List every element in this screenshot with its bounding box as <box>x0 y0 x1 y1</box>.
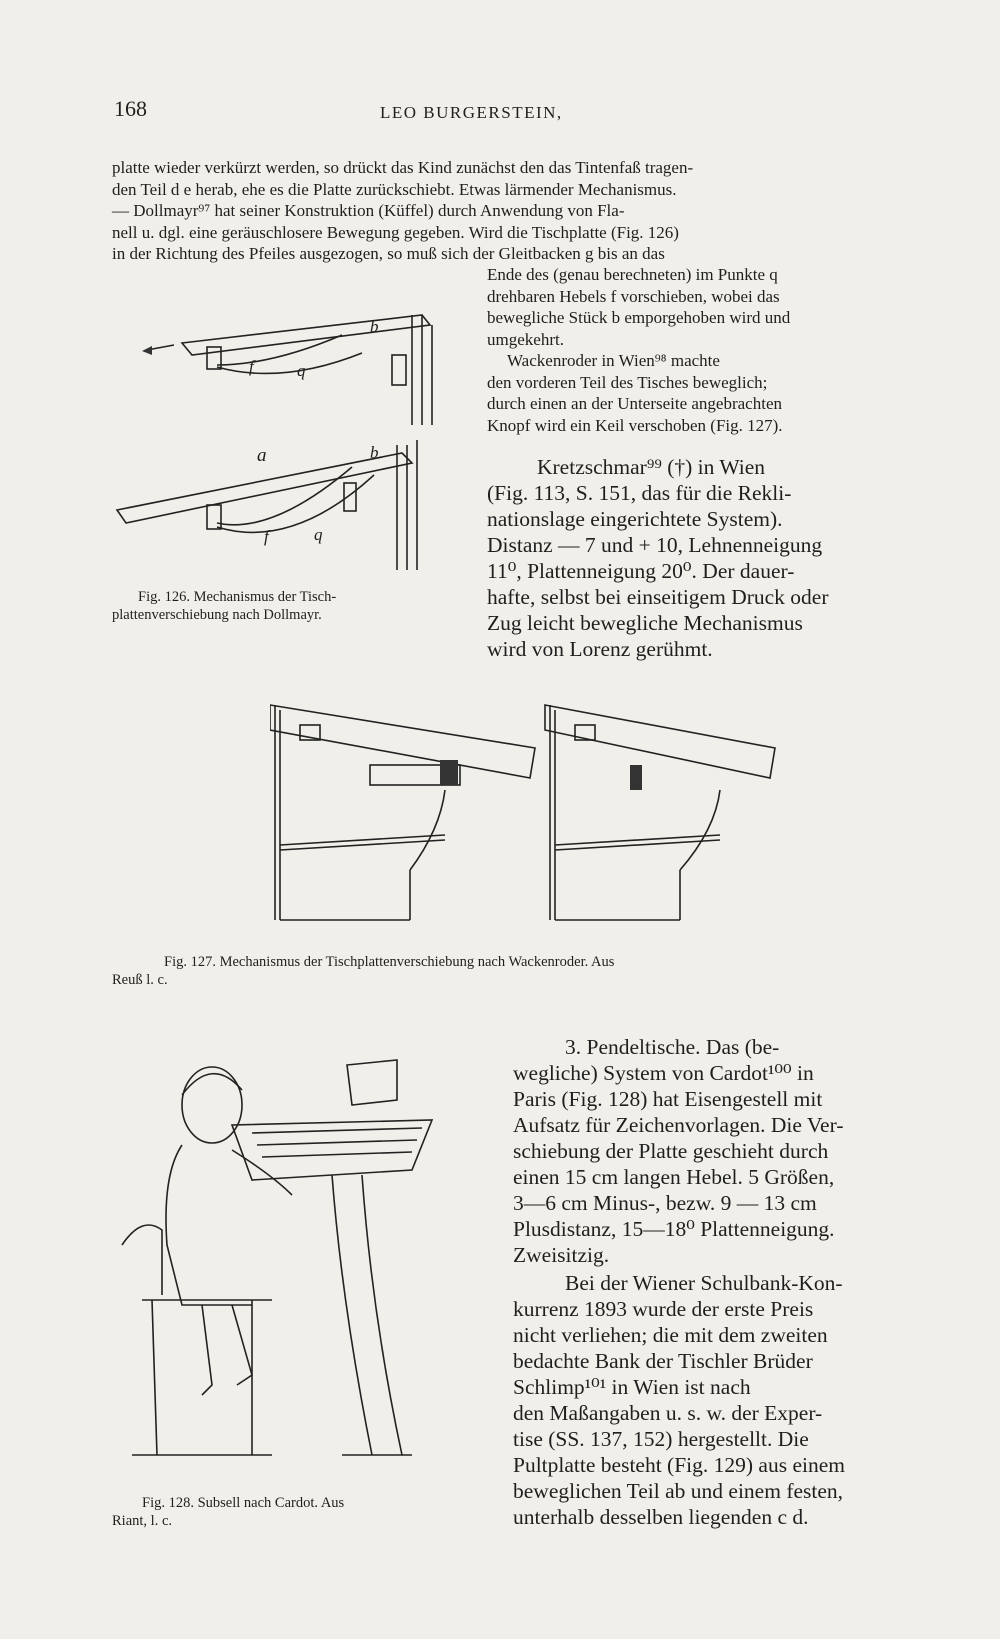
text-line: bewegliche Stück b emporgehoben wird und <box>487 308 791 327</box>
text-line: Paris (Fig. 128) hat Eisengestell mit <box>513 1087 823 1111</box>
text-line: Schlimp¹⁰¹ in Wien ist nach <box>513 1375 751 1399</box>
paragraph-schulbank <box>513 1270 893 1530</box>
label-q: q <box>314 525 323 544</box>
figure-126-caption <box>112 588 442 624</box>
label-b: b <box>370 443 379 462</box>
caption-line: Fig. 127. Mechanismus der Tischplattenverschiebung nach Wackenroder. Aus <box>164 954 615 970</box>
text-line: den vorderen Teil des Tisches beweglich; <box>487 372 768 392</box>
text-line: Bei der Wiener Schulbank-Kon- <box>565 1271 843 1295</box>
figure-126 <box>112 305 437 573</box>
text-line: Plusdistanz, 15—18⁰ Plattenneigung. <box>513 1217 835 1241</box>
label-f: f <box>249 357 254 376</box>
text-line: (Fig. 113, S. 151, das für die Rekli- <box>487 481 792 505</box>
paragraph-dollmayr <box>112 157 889 265</box>
text-line: Aufsatz für Zeichenvorlagen. Die Ver- <box>513 1113 844 1137</box>
text-line: nicht verliehen; die mit dem zweiten <box>513 1323 828 1347</box>
figure-127-caption <box>112 953 892 989</box>
text-line: beweglichen Teil ab und einem festen, <box>513 1479 844 1503</box>
label-q: q <box>297 361 306 380</box>
figure-126-drawing <box>112 305 437 573</box>
caption-line: plattenverschiebung nach Dollmayr. <box>112 607 322 623</box>
text-line: den Maßangaben u. s. w. der Exper- <box>513 1401 823 1425</box>
text-line: wird von Lorenz gerühmt. <box>487 637 713 661</box>
text-line: 11⁰, Plattenneigung 20⁰. Der dauer- <box>487 559 795 583</box>
text-line: drehbaren Hebels f vorschieben, wobei das <box>487 286 780 306</box>
label-f: f <box>264 527 269 546</box>
text-line: nell u. dgl. eine geräuschlosere Bewegung gegeben. Wird die Tischplatte (Fig. 126) <box>112 222 679 242</box>
text-line: Kretzschmar⁹⁹ (†) in Wien <box>537 455 766 479</box>
figure-128 <box>112 1055 452 1485</box>
text-line: Distanz — 7 und + 10, Lehnenneigung <box>487 533 823 557</box>
text-line: Pultplatte besteht (Fig. 129) aus einem <box>513 1453 846 1477</box>
text-line: durch einen an der Unterseite angebrachten <box>487 394 782 413</box>
caption-line: Reuß l. c. <box>112 972 168 988</box>
page-number: 168 <box>114 96 147 121</box>
text-line: — Dollmayr⁹⁷ hat seiner Konstruktion (Küffel) durch Anwendung von Fla- <box>112 201 625 220</box>
caption-line: Fig. 126. Mechanismus der Tisch- <box>138 589 337 605</box>
text-line: schiebung der Platte geschieht durch <box>513 1139 829 1163</box>
text-line: tise (SS. 137, 152) hergestellt. Die <box>513 1427 809 1451</box>
text-line: einen 15 cm langen Hebel. 5 Größen, <box>513 1165 835 1189</box>
paragraph-dollmayr-continued <box>487 264 890 350</box>
running-title: LEO BURGERSTEIN, <box>380 103 563 122</box>
figure-128-drawing <box>112 1055 452 1485</box>
paragraph-pendeltische <box>513 1034 893 1268</box>
text-line: 3—6 cm Minus-, bezw. 9 — 13 cm <box>513 1191 817 1215</box>
text-line: unterhalb desselben liegenden c d. <box>513 1505 809 1529</box>
text-line: bedachte Bank der Tischler Brüder <box>513 1349 813 1373</box>
text-line: Knopf wird ein Keil verschoben (Fig. 127). <box>487 415 783 435</box>
text-line: in der Richtung des Pfeiles ausgezogen, so muß sich der Gleitbacken g bis an das <box>112 244 665 263</box>
figure-127 <box>270 700 790 940</box>
text-line: hafte, selbst bei einseitigem Druck oder <box>487 585 829 609</box>
text-line: kurrenz 1893 wurde der erste Preis <box>513 1297 814 1321</box>
text-line: wegliche) System von Cardot¹⁰⁰ in <box>513 1061 814 1085</box>
text-line: 3. Pendeltische. Das (be- <box>565 1035 780 1059</box>
paragraph-kretzschmar <box>487 454 890 662</box>
label-a: a <box>257 445 267 466</box>
text-line: nationslage eingerichtete System). <box>487 507 783 531</box>
text-line: Zug leicht bewegliche Mechanismus <box>487 611 803 635</box>
label-b: b <box>370 317 379 336</box>
caption-line: Fig. 128. Subsell nach Cardot. Aus <box>142 1495 345 1511</box>
text-line: Ende des (genau berechneten) im Punkte q <box>487 265 778 284</box>
figure-128-caption <box>112 1494 492 1530</box>
text-line: den Teil d e herab, ehe es die Platte zurückschiebt. Etwas lärmender Mechanismus. <box>112 179 677 199</box>
text-line: Wackenroder in Wien⁹⁸ machte <box>507 351 720 370</box>
caption-line: Riant, l. c. <box>112 1513 173 1529</box>
text-line: Zweisitzig. <box>513 1243 610 1267</box>
text-line: platte wieder verkürzt werden, so drückt das Kind zunächst den das Tintenfaß tragen- <box>112 158 694 177</box>
paragraph-wackenroder <box>487 350 890 436</box>
text-line: umgekehrt. <box>487 329 564 349</box>
figure-127-drawing <box>270 700 790 940</box>
